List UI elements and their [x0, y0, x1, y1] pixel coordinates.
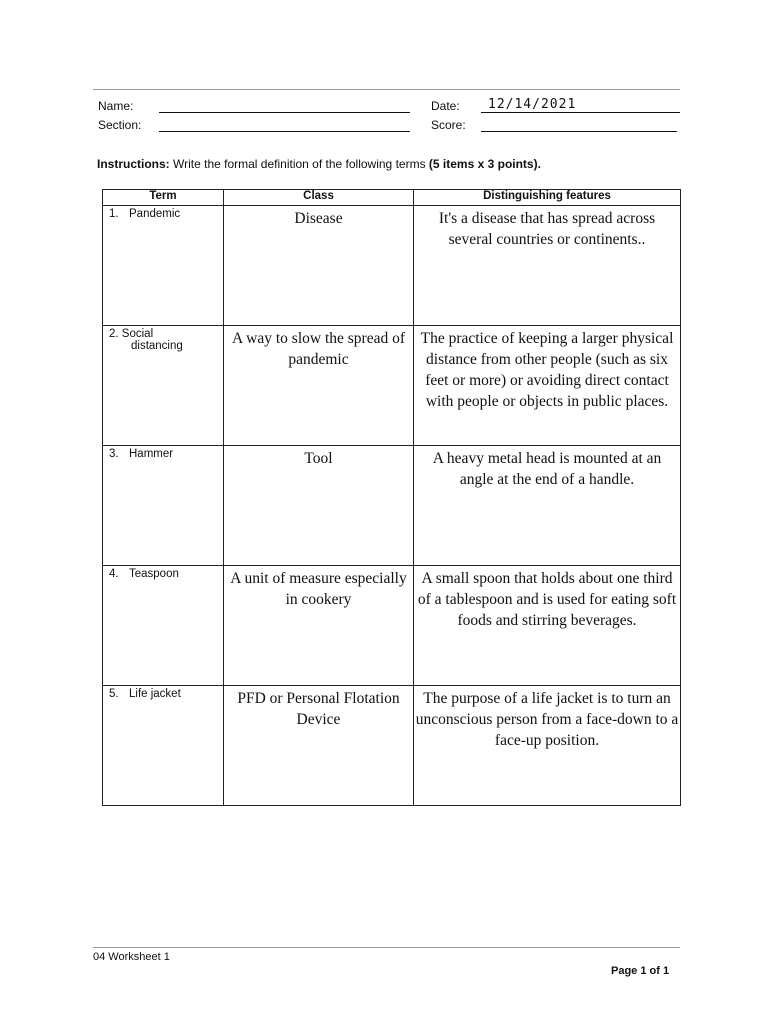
table-row [103, 686, 681, 806]
date-value: 12/14/2021 [488, 97, 577, 112]
table-row [103, 446, 681, 566]
footer-rule [93, 947, 680, 948]
header-term: Term [103, 190, 224, 206]
class-cell: A unit of measure especially in cookery [224, 566, 414, 686]
class-cell: A way to slow the spread of pandemic [224, 326, 414, 446]
score-field[interactable] [481, 131, 677, 132]
term-cell [103, 446, 224, 566]
instructions [97, 157, 541, 171]
term-number: 2. [109, 328, 119, 340]
features-cell: The practice of keeping a larger physical distance from other people (such as six feet or more) or avoiding direct contact with people or objects in public places. [414, 326, 681, 446]
instructions-label: Instructions: [97, 157, 170, 171]
header-top-rule [93, 89, 680, 90]
header-class: Class [224, 190, 414, 206]
term-number: 1. [109, 208, 119, 220]
term-cell [103, 206, 224, 326]
features-cell: A small spoon that holds about one third of a tablespoon and is used for eating soft foods and stirring beverages. [414, 566, 681, 686]
term-text: Social [121, 328, 154, 340]
features-cell: The purpose of a life jacket is to turn an unconscious person from a face-down to a face-up position. [414, 686, 681, 806]
class-cell: Tool [224, 446, 414, 566]
table-row [103, 566, 681, 686]
name-field[interactable] [159, 112, 410, 113]
name-label: Name: [98, 99, 134, 113]
instructions-points: (5 items x 3 points). [428, 157, 541, 171]
class-cell: Disease [224, 206, 414, 326]
section-field[interactable] [159, 131, 410, 132]
features-cell: It's a disease that has spread across several countries or continents.. [414, 206, 681, 326]
header-features: Distinguishing features [414, 190, 681, 206]
section-label: Section: [98, 118, 142, 132]
term-text: Pandemic [129, 208, 181, 220]
term-cell [103, 566, 224, 686]
term-number: 3. [109, 448, 119, 460]
date-field[interactable] [481, 112, 680, 113]
term-number: 4. [109, 568, 119, 580]
table-header-row [103, 190, 681, 206]
term-text-cont: distancing [131, 340, 183, 352]
footer-page-label: Page 1 of 1 [611, 965, 670, 977]
instructions-text: Write the formal definition of the following terms [169, 157, 429, 171]
features-cell: A heavy metal head is mounted at an angle at the end of a handle. [414, 446, 681, 566]
date-label: Date: [431, 99, 460, 113]
definitions-table [102, 189, 681, 806]
term-text: Life jacket [129, 688, 181, 700]
footer-doc-label: 04 Worksheet 1 [93, 951, 170, 963]
term-text: Teaspoon [129, 568, 179, 580]
term-cell [103, 686, 224, 806]
class-cell: PFD or Personal Flotation Device [224, 686, 414, 806]
table-row [103, 326, 681, 446]
score-label: Score: [431, 118, 466, 132]
term-cell [103, 326, 224, 446]
term-text: Hammer [129, 448, 174, 460]
term-number: 5. [109, 688, 119, 700]
table-row [103, 206, 681, 326]
